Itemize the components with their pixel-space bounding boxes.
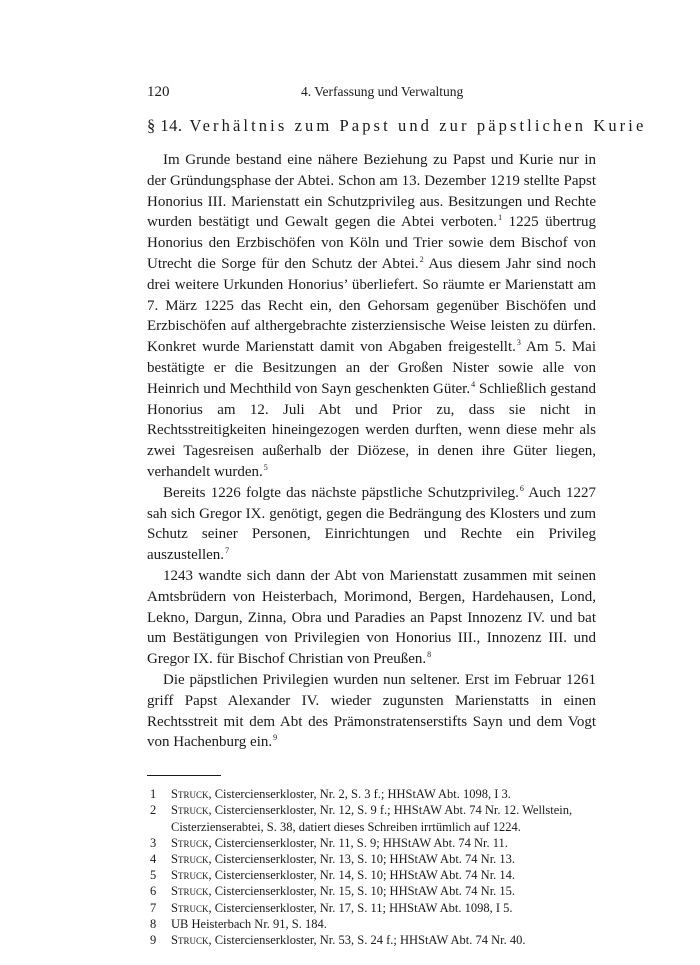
footnote-citation: , Cistercienserkloster, Nr. 11, S. 9; HHStAW Abt. 74 Nr. 11. bbox=[208, 835, 508, 850]
running-header bbox=[147, 82, 596, 104]
footnote bbox=[147, 867, 596, 883]
footnote-text bbox=[171, 932, 596, 948]
footnote-citation: , Cistercienserkloster, Nr. 2, S. 3 f.; HHStAW Abt. 1098, I 3. bbox=[208, 787, 511, 802]
footnote-author: Struck bbox=[171, 803, 209, 818]
paragraph bbox=[147, 150, 596, 483]
footnote-text bbox=[171, 883, 596, 899]
running-title: 4. Verfassung und Verwaltung bbox=[301, 84, 464, 99]
footnote-divider bbox=[147, 775, 221, 776]
footnote-number: 4 bbox=[150, 851, 157, 866]
footnote bbox=[147, 851, 596, 867]
footnote-number: 5 bbox=[150, 868, 157, 883]
section-number: § 14. bbox=[147, 116, 183, 135]
footnote-ref: 9 bbox=[273, 733, 278, 743]
text-segment: Die päpstlichen Privilegien wurden nun seltener. Erst im Februar 1261 griff Papst Alexander IV. wieder zugunsten Marienstatts in einen Rechtsstreit mit dem Abt des Prämonstratenserstifts Sayn und dem Vogt von Hachenburg ein. bbox=[147, 671, 596, 751]
text-segment: Im Grunde bestand eine nähere Beziehung zu Papst und Kurie nur in der Gründungsphase der Abtei. Schon am 13. Dezember 1219 stellte Papst Honorius III. Marienstatt ein Schutzprivileg aus. Besitzungen und Rechte wurden bestätigt und Gewalt gegen die Abtei verboten. bbox=[147, 152, 596, 231]
footnote-author: Struck bbox=[171, 900, 209, 915]
page-number: 120 bbox=[147, 84, 170, 100]
footnote-ref: 6 bbox=[519, 483, 524, 493]
footnote-number: 1 bbox=[150, 787, 157, 802]
footnote-text bbox=[171, 851, 596, 867]
footnote-number: 9 bbox=[150, 932, 157, 947]
footnote-text bbox=[171, 867, 596, 883]
footnote-citation: UB Heisterbach Nr. 91, S. 184. bbox=[171, 916, 327, 931]
footnote-citation: , Cistercienserkloster, Nr. 13, S. 10; HHStAW Abt. 74 Nr. 13. bbox=[208, 851, 516, 866]
section-heading bbox=[147, 116, 647, 136]
footnote-author: Struck bbox=[171, 851, 209, 866]
footnote-citation: , Cistercienserkloster, Nr. 17, S. 11; HHStAW Abt. 1098, I 5. bbox=[208, 900, 513, 915]
footnote-text bbox=[171, 786, 596, 802]
footnote-citation: , Cistercienserkloster, Nr. 14, S. 10; HHStAW Abt. 74 Nr. 14. bbox=[208, 868, 516, 883]
footnote-citation: , Cistercienserkloster, Nr. 12, S. 9 f.; HHStAW Abt. 74 Nr. 12. Wellstein, Cisterzienserabtei, S. 38, datiert dieses Schreiben irrtümlich auf 1224. bbox=[171, 803, 573, 834]
text-segment: Am 5. Mai bestätigte er die Besitzungen an der Großen Nister sowie alle von Heinrich und Mechthild von Sayn geschenkten Güter. bbox=[147, 339, 596, 397]
text-segment: Auch 1227 sah sich Gregor IX. genötigt, gegen die Bedrängung des Klosters und zum Schutz seiner Personen, Einrichtungen und Rechte ein Privileg auszustellen. bbox=[147, 484, 596, 564]
footnote-text bbox=[171, 835, 596, 851]
footnote-citation: , Cistercienserkloster, Nr. 15, S. 10; HHStAW Abt. 74 Nr. 15. bbox=[208, 884, 516, 899]
footnote-ref: 3 bbox=[516, 338, 521, 348]
footnote-ref: 7 bbox=[225, 546, 230, 556]
footnote-number: 3 bbox=[150, 835, 157, 850]
footnote bbox=[147, 932, 596, 948]
text-segment: Schließlich gestand Honorius am 12. Juli Abt und Prior zu, dass sie nicht in Rechtsstreitigkeiten hineingezogen werden durften, wenn diese mehr als zwei Tagesreisen außerhalb der Diözese, in denen ihre Güter liegen, verhandelt wurden. bbox=[147, 380, 596, 480]
footnote-number: 7 bbox=[150, 900, 157, 915]
footnote-number: 2 bbox=[150, 803, 157, 818]
footnote bbox=[147, 900, 596, 916]
footnote bbox=[147, 883, 596, 899]
footnote-number: 6 bbox=[150, 884, 157, 899]
footnote-number: 8 bbox=[150, 916, 157, 931]
section-title: Verhältnis zum Papst und zur päpstlichen Kurie bbox=[189, 116, 647, 135]
paragraph bbox=[147, 566, 596, 670]
footnote bbox=[147, 835, 596, 851]
footnote-text bbox=[171, 900, 596, 916]
text-segment: Aus diesem Jahr sind noch drei weitere Urkunden Honorius’ überliefert. So räumte er Marienstatt am 7. März 1225 das Recht ein, den Gehorsam gegenüber Bischöfen und Erzbischöfen auf althergebrachte zisterziensische Weise leisten zu dürfen. Konkret wurde Marienstatt damit von Abgaben freigestellt. bbox=[147, 255, 597, 356]
paragraph bbox=[147, 483, 596, 566]
footnote bbox=[147, 916, 596, 932]
footnote-text bbox=[171, 916, 596, 932]
footnote-author: Struck bbox=[171, 868, 209, 883]
paragraph bbox=[147, 670, 596, 753]
footnote-citation: , Cistercienserkloster, Nr. 53, S. 24 f.; HHStAW Abt. 74 Nr. 40. bbox=[208, 932, 526, 947]
footnote-ref: 4 bbox=[471, 379, 476, 389]
footnote-ref: 5 bbox=[263, 462, 268, 472]
text-segment: Bereits 1226 folgte das nächste päpstliche Schutzprivileg. bbox=[163, 484, 519, 501]
footnote bbox=[147, 786, 596, 802]
book-page bbox=[147, 82, 647, 948]
footnote-text bbox=[171, 802, 596, 834]
text-segment: 1225 übertrug Honorius den Erzbischöfen von Köln und Trier sowie dem Bischof von Utrecht die Sorge für den Schutz der Abtei. bbox=[147, 214, 596, 272]
text-segment: 1243 wandte sich dann der Abt von Marienstatt zusammen mit seinen Amtsbrüdern von Heisterbach, Morimond, Bergen, Hardehausen, Lond, Lekno, Dargun, Zinna, Obra und Paradies an Papst Innozenz IV. und bat um Bestätigungen von Privilegien von Honorius III., Innozenz III. und Gregor IX. für Bischof Christian von Preußen. bbox=[147, 567, 596, 668]
footnotes bbox=[147, 786, 596, 948]
body-text bbox=[147, 150, 596, 753]
footnote-author: Struck bbox=[171, 787, 209, 802]
footnote-author: Struck bbox=[171, 835, 209, 850]
footnote-ref: 1 bbox=[498, 213, 503, 223]
footnote-author: Struck bbox=[171, 932, 209, 947]
footnote-ref: 2 bbox=[419, 254, 424, 264]
footnote-ref: 8 bbox=[427, 650, 432, 660]
footnote-author: Struck bbox=[171, 884, 209, 899]
footnote bbox=[147, 802, 596, 834]
